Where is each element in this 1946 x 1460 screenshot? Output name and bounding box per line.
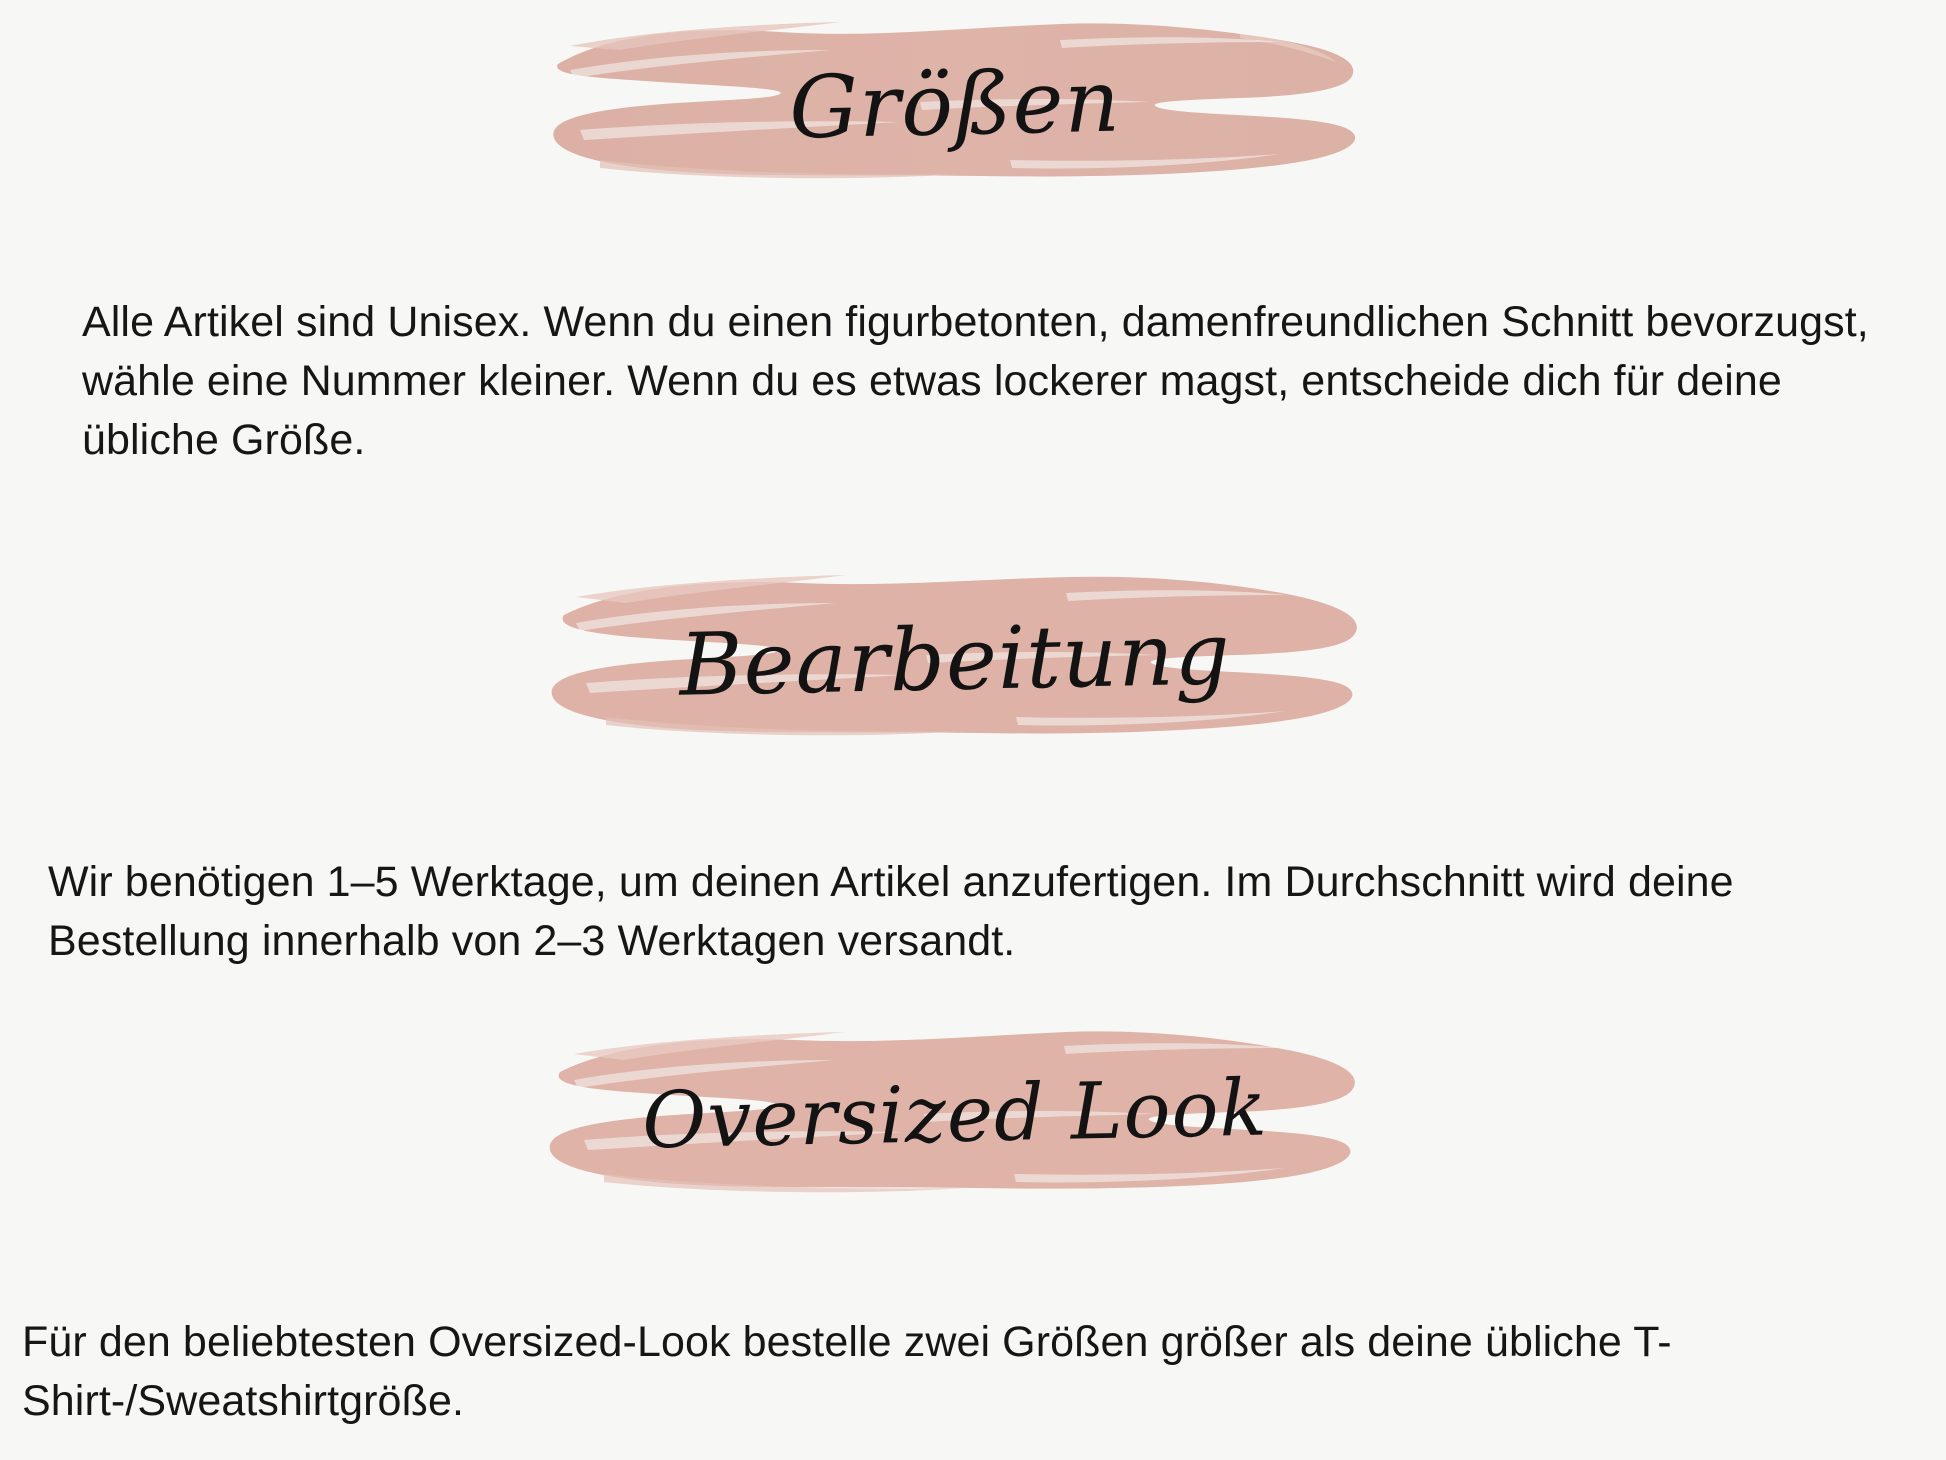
section-processing-body: Wir benötigen 1–5 Werktage, um deinen Artikel anzufertigen. Im Durchschnitt wird deine Bestellung innerhalb von 2–3 Werktagen versandt. [48, 858, 1734, 965]
section-heading-text: Bearbeitung [678, 604, 1232, 716]
brush-stroke-banner [540, 565, 1370, 755]
section-processing-heading [0, 565, 1946, 775]
section-heading-text: Oversized Look [641, 1063, 1269, 1167]
brush-stroke-banner [540, 10, 1370, 200]
section-oversized-heading [0, 1020, 1946, 1230]
section-sizes-heading [0, 10, 1946, 220]
section-sizes-body: Alle Artikel sind Unisex. Wenn du einen figurbetonten, damenfreundlichen Schnitt bevorzugst, wähle eine Nummer kleiner. Wenn du es etwas lockerer magst, entscheide dich für deine übliche Größe. [82, 298, 1869, 464]
section-heading-text: Größen [788, 51, 1122, 159]
section-oversized-body: Für den beliebtesten Oversized-Look bestelle zwei Größen größer als deine übliche T-Shirt-/Sweatshirtgröße. [22, 1318, 1672, 1425]
brush-stroke-banner [540, 1020, 1370, 1210]
